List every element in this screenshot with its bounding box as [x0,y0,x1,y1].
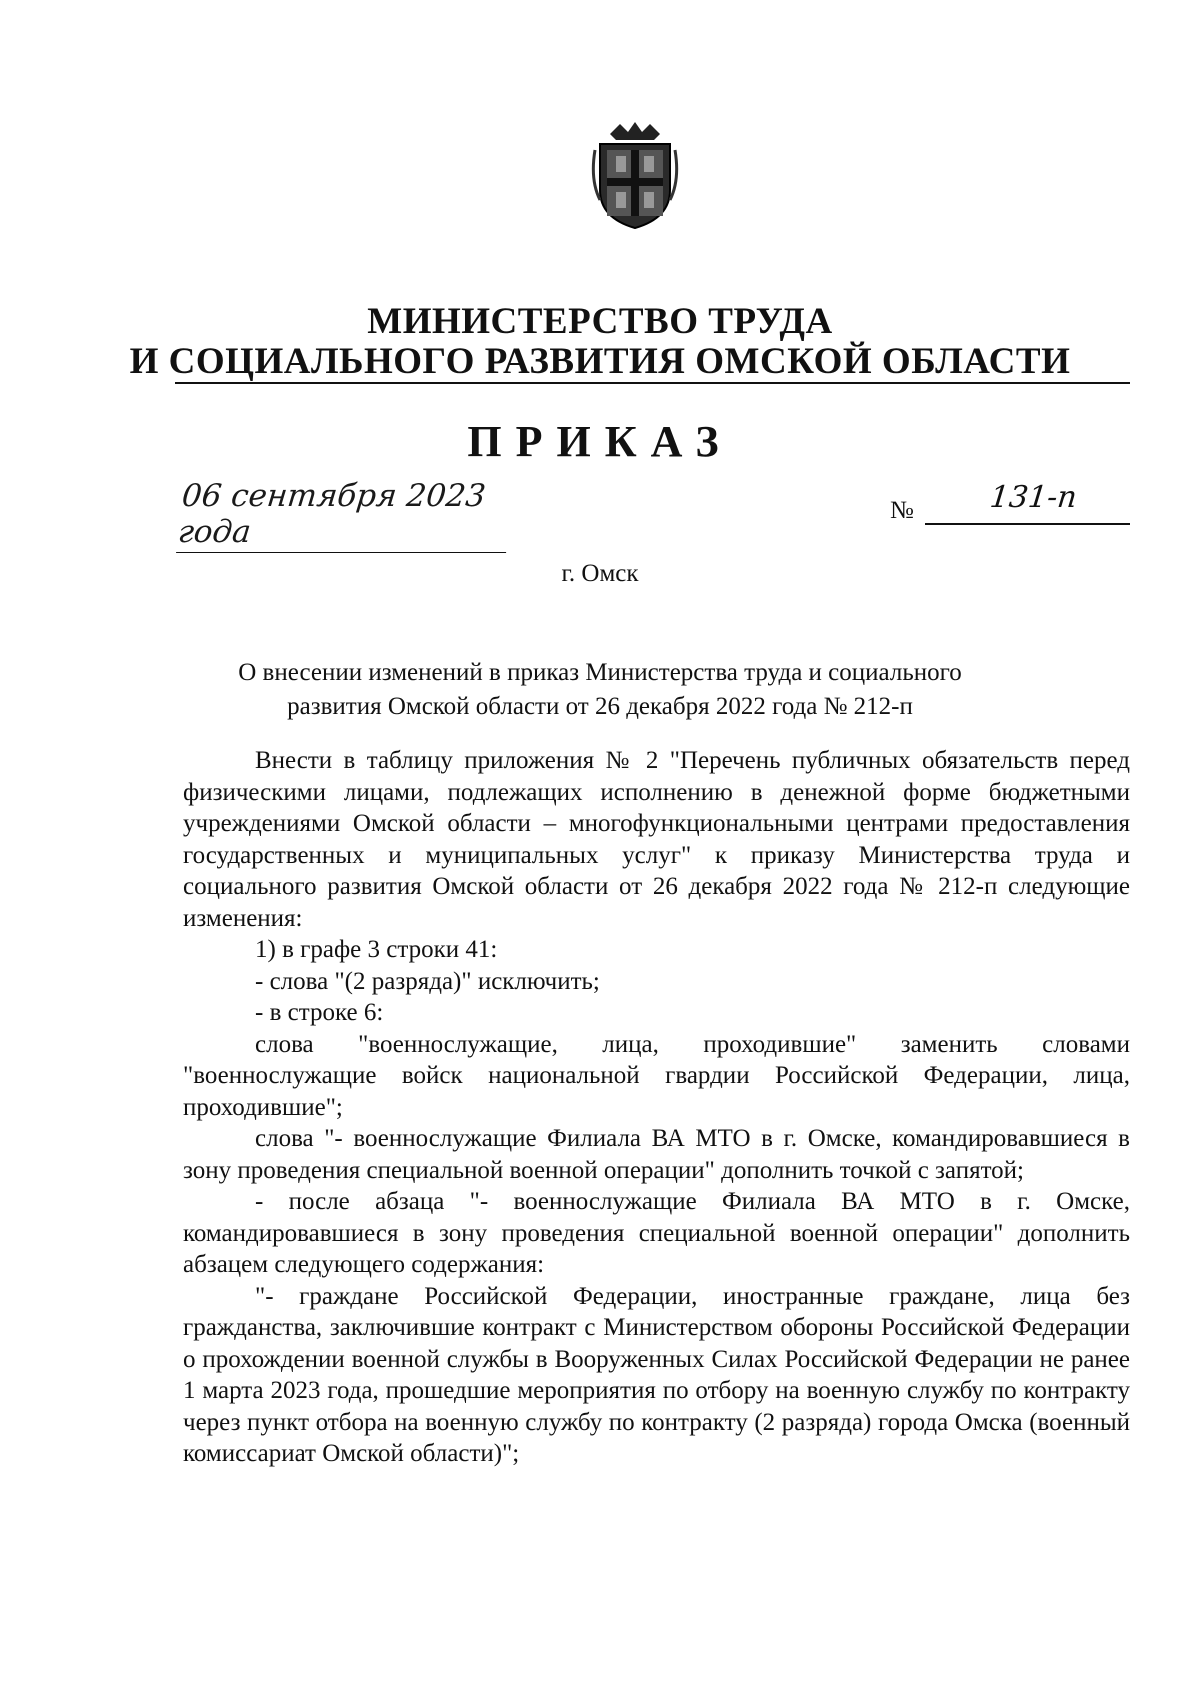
body-paragraph-7: - после абзаца "- военнослужащие Филиала ВА МТО в г. Омске, командировавшиеся в зону проведения специальной военной операции" дополнить абзацем следующего содержания: [183,1188,1130,1278]
order-subject [0,656,1200,724]
issue-city: г. Омск [561,560,639,587]
order-date-handwritten: 06 сентября 2023 года [176,478,514,553]
subject-line-1: О внесении изменений в приказ Министерства труда и социального [238,659,962,686]
body-paragraph-4: - в строке 6: [255,999,384,1026]
body-paragraph-3: - слова "(2 разряда)" исключить; [255,967,600,995]
order-number-label: № [890,497,914,524]
order-number-underline [925,523,1130,525]
ministry-name-line2: И СОЦИАЛЬНОГО РАЗВИТИЯ ОМСКОЙ ОБЛАСТИ [129,341,1071,382]
ministry-name-line1: МИНИСТЕРСТВО ТРУДА [367,301,833,342]
body-paragraph-5: слова "военнослужащие, лица, проходившие" заменить словами "военнослужащие войск национальной гвардии Российской Федерации, лица, проходившие"; [183,1030,1130,1121]
order-number-handwritten: 131-п [988,480,1079,515]
body-paragraph-6: слова "- военнослужащие Филиала ВА МТО в г. Омске, командировавшиеся в зону проведения специальной военной операции" дополнить точкой с запятой; [183,1125,1130,1184]
body-paragraph-1: Внести в таблицу приложения № 2 "Перечень публичных обязательств перед физическими лицами, подлежащих исполнению в денежной форме бюджетными учреждениями Омской области – многофункциональными центрами предоставления государственных и муниципальных услуг" к приказу Министерства труда и социального развития Омской области от 26 декабря 2022 года № 212-п следующие изменения: [183,747,1130,932]
body-paragraph-8: "- граждане Российской Федерации, иностранные граждане, лица без гражданства, заключившие контракт с Министерством обороны Российской Федерации о прохождении военной службы в Вооруженных Силах Российской Федерации не ранее 1 марта 2023 года, прошедшие мероприятия по отбору на военную службу по контракту через пункт отбора на военную службу по контракту (2 разряда) города Омска (военный комиссариат Омской области)"; [183,1282,1130,1467]
subject-line-2: развития Омской области от 26 декабря 2022 года № 212-п [287,693,913,720]
document-type-title: ПРИКАЗ [467,417,733,466]
header-divider [175,382,1130,384]
order-body [183,745,1130,1470]
coat-of-arms-emblem [590,120,680,230]
body-paragraph-2: 1) в графе 3 строки 41: [255,936,498,963]
